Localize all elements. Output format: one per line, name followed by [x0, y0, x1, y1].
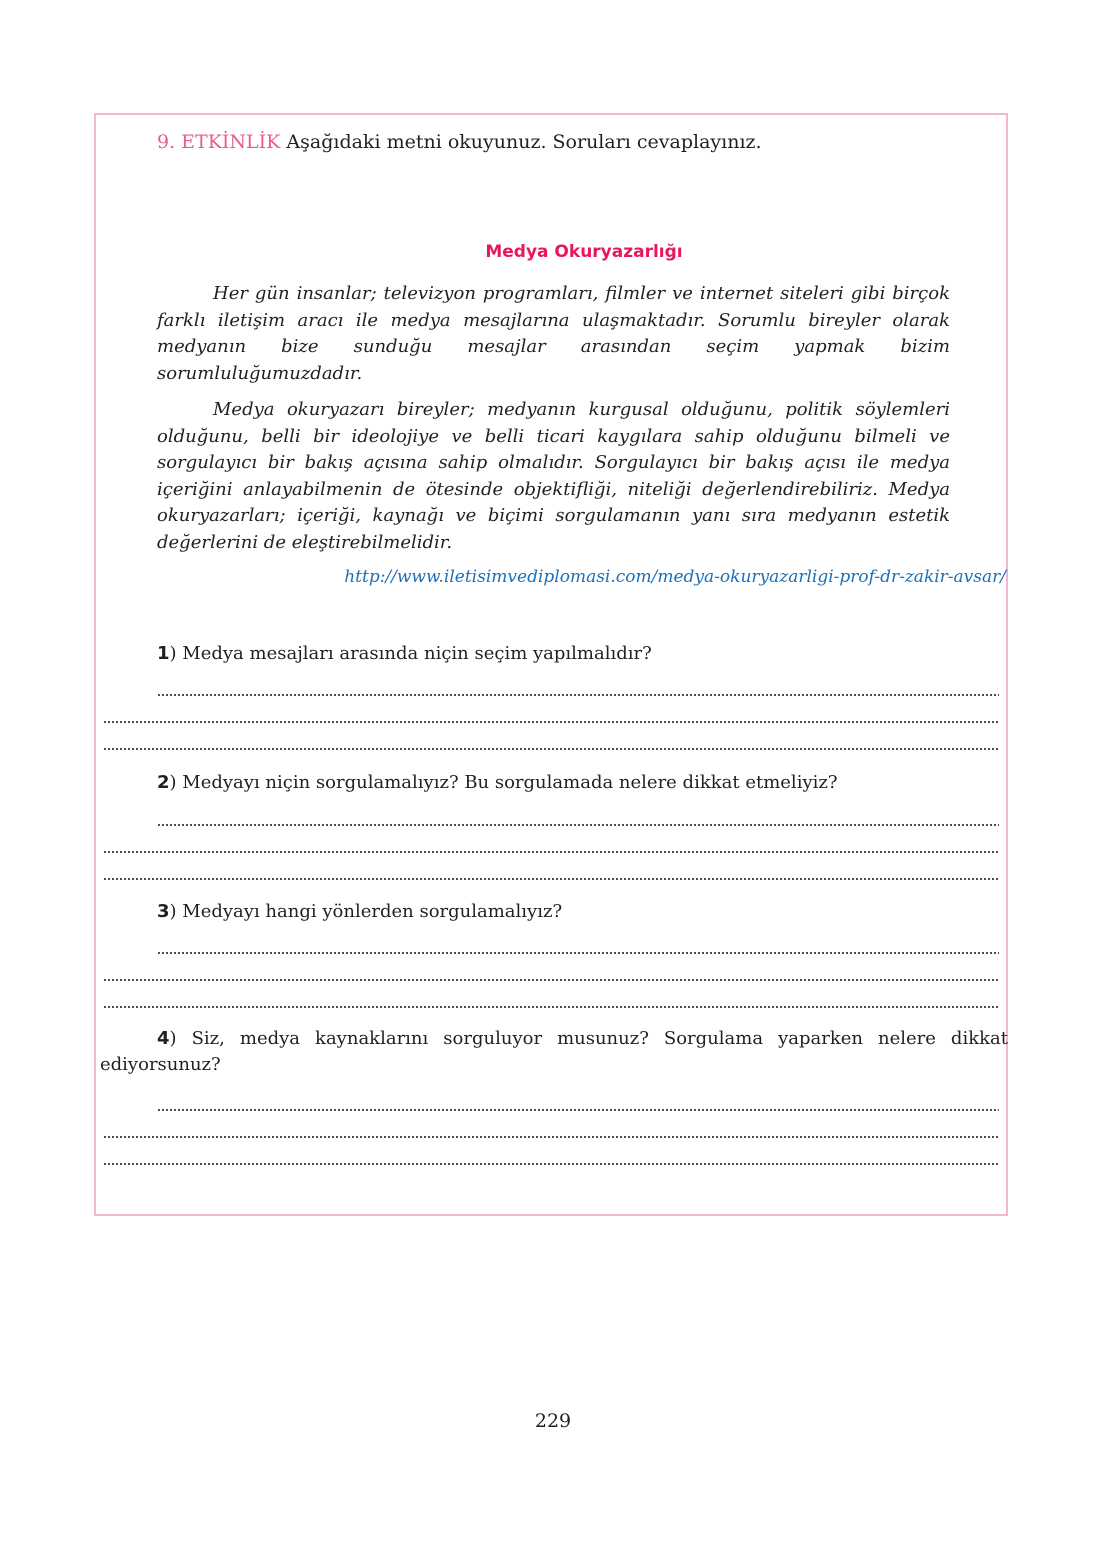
- question-text: Medyayı niçin sorgulamalıyız? Bu sorgulamada nelere dikkat etmeliyiz?: [182, 772, 838, 793]
- activity-instruction: Aşağıdaki metni okuyunuz. Soruları cevaplayınız.: [286, 131, 762, 153]
- question-number: 4: [157, 1028, 170, 1049]
- source-link[interactable]: http://www.iletisimvediplomasi.com/medya-okuryazarligi-prof-dr-zakir-avsar/: [344, 567, 1006, 587]
- answer-line[interactable]: [103, 1006, 999, 1008]
- activity-label: 9. ETKİNLİK: [157, 131, 281, 153]
- answer-line[interactable]: [157, 952, 999, 954]
- question-2: 2) Medyayı niçin sorgulamalıyız? Bu sorgulamada nelere dikkat etmeliyiz?: [157, 772, 838, 793]
- question-text: Medya mesajları arasında niçin seçim yapılmalıdır?: [182, 643, 652, 664]
- answer-line[interactable]: [157, 694, 999, 696]
- question-1: 1) Medya mesajları arasında niçin seçim yapılmalıdır?: [157, 643, 652, 664]
- answer-line[interactable]: [103, 851, 999, 853]
- question-number: 2: [157, 772, 170, 793]
- question-number: 3: [157, 901, 170, 922]
- answer-line[interactable]: [103, 721, 999, 723]
- question-text: Medyayı hangi yönlerden sorgulamalıyız?: [182, 901, 563, 922]
- article-paragraph: Medya okuryazarı bireyler; medyanın kurgusal olduğunu, politik söylemleri olduğunu, belli bir ideolojiye ve belli ticari kaygılara sahip olduğunu bilmeli ve sorgulayıcı bir bakış açısına sahip olmalıdır. Sorgulayıcı bir bakış açısı ile medya içeriğini anlayabilmenin de ötesinde objektifliği, niteliği değerlendirebiliriz. Medya okuryazarları; içeriği, kaynağı ve biçimi sorgulamanın yanı sıra medyanın estetik değerlerini de eleştirebilmelidir.: [157, 399, 950, 553]
- answer-line[interactable]: [103, 1163, 999, 1165]
- question-number: 1: [157, 643, 170, 664]
- activity-heading: [157, 130, 762, 154]
- question-4: 4) Siz, medya kaynaklarını sorguluyor musunuz? Sorgulama yaparken nelere dikkat ediyorsunuz?: [100, 1028, 1008, 1075]
- answer-line[interactable]: [157, 824, 999, 826]
- answer-line[interactable]: [103, 979, 999, 981]
- question-3: 3) Medyayı hangi yönlerden sorgulamalıyız?: [157, 901, 563, 922]
- answer-line[interactable]: [157, 1109, 999, 1111]
- answer-line[interactable]: [103, 748, 999, 750]
- answer-line[interactable]: [103, 1136, 999, 1138]
- question-text: Siz, medya kaynaklarını sorguluyor musunuz? Sorgulama yaparken nelere dikkat ediyorsunuz?: [100, 1028, 1008, 1075]
- answer-line[interactable]: [103, 878, 999, 880]
- article-paragraph: Her gün insanlar; televizyon programları, filmler ve internet siteleri gibi birçok farklı iletişim aracı ile medya mesajlarına ulaşmaktadır. Sorumlu bireyler olarak medyanın bize sunduğu mesajlar arasından seçim yapmak bizim sorumluluğumuzdadır.: [157, 283, 950, 384]
- article-title: Medya Okuryazarlığı: [485, 242, 683, 262]
- page-number: 229: [534, 1410, 572, 1432]
